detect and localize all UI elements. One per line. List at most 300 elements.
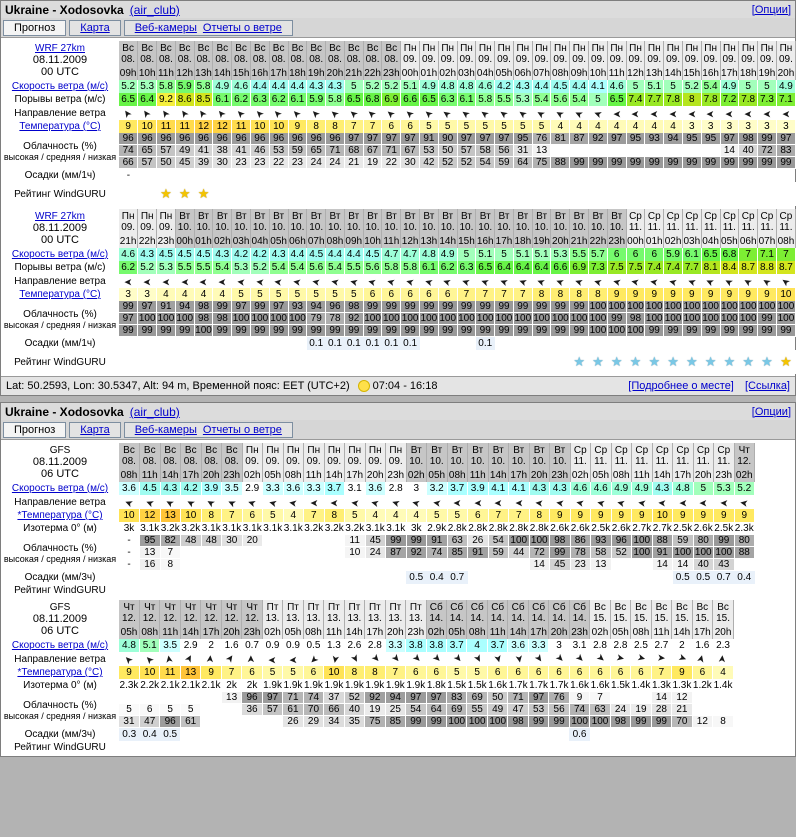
tab-карта[interactable]: Карта	[80, 424, 110, 436]
options-link[interactable]: [Опции]	[751, 405, 791, 418]
dir-label-text: Направление ветра	[14, 107, 106, 119]
cloud-mid-value: 71	[326, 145, 344, 156]
cloud-mid-value: 54	[406, 704, 425, 715]
cloud-cell	[591, 535, 612, 571]
cloud-cell	[487, 692, 507, 728]
hour-header-cell: 19h	[758, 68, 776, 79]
tab-карта[interactable]: Карта	[80, 22, 110, 34]
wind-gust-cell: 5.5	[344, 261, 363, 274]
cloud-mid-value: 5	[119, 704, 139, 715]
rating-cell	[382, 182, 401, 206]
forecast-panel-bottom	[0, 402, 796, 757]
model-run-utc: 00 UTC	[41, 234, 79, 246]
wind-gust-cell: 6.3	[457, 261, 476, 274]
day-header-cell: Сб 14.	[487, 600, 507, 626]
hour-header-cell: 03h	[458, 68, 475, 79]
day-header-cell: Сб 14.	[549, 600, 569, 626]
wind-row-link[interactable]: Скорость ветра (м/с)	[11, 81, 109, 92]
wind-direction-arrow-icon: ➤	[743, 108, 753, 119]
precipitation-cell	[528, 728, 548, 741]
hour-header-cell: 00h	[401, 68, 419, 79]
wind-direction-arrow-icon: ➤	[553, 106, 567, 120]
isotherm-cell: 2.3k	[119, 680, 139, 691]
cloud-mid-value: 67	[364, 145, 382, 156]
precip-label	[1, 337, 119, 350]
cloud-high-value: 96	[612, 535, 632, 546]
temperature-cell: 8	[570, 288, 589, 301]
temperature-cell: 9	[288, 120, 307, 133]
wind-gust-cell: 8.7	[739, 261, 758, 274]
temperature-cell: 5	[307, 288, 326, 301]
wind-speed-cell: 4.4	[250, 80, 269, 93]
cloud-mid-value	[645, 145, 663, 156]
precipitation-cell	[645, 169, 664, 182]
hour-header-cell: 20h	[326, 68, 344, 79]
rating-star-icon: ★	[742, 354, 754, 369]
temperature-cell: 9	[739, 288, 758, 301]
wind-direction-arrow-icon: ➤	[636, 496, 647, 509]
day-header-cell: Ср 11.	[611, 443, 632, 469]
cloud-high-value	[611, 692, 630, 703]
hour-header-cell: 16h	[476, 236, 494, 247]
wind-speed-cell: 4.8	[457, 80, 476, 93]
cloud-high-value: 97	[529, 692, 548, 703]
day-header-cell: Пн 09.	[720, 41, 739, 67]
tab-веб-камеры[interactable]: Веб-камеры	[134, 424, 197, 436]
tab-прогноз[interactable]: Прогноз	[14, 22, 56, 34]
isotherm-cell: 2.6k	[570, 523, 590, 534]
rating-cell	[288, 182, 307, 206]
day-header-cell: Ср 11.	[664, 209, 683, 235]
model-name: GFS	[49, 602, 71, 613]
cloud-high-value: 100	[702, 301, 719, 312]
rating-cell	[739, 182, 758, 206]
wind-direction-arrow-icon: ➤	[184, 495, 197, 509]
temperature-cell: 3	[682, 120, 701, 133]
precipitation-cell: 0.4	[427, 571, 448, 584]
wind-gust-cell: 7.7	[682, 261, 701, 274]
wind-direction-arrow-icon: ➤	[760, 274, 774, 288]
cloud-low-value: 99	[382, 325, 400, 336]
temperature-cell: 7	[457, 288, 476, 301]
cloud-low-value: 31	[119, 716, 139, 727]
cloud-high-value: 100	[530, 535, 548, 546]
rating-cell	[468, 584, 489, 597]
cloud-low-value	[263, 559, 283, 570]
wind-direction-cell	[385, 652, 405, 666]
cloud-cell	[221, 692, 241, 728]
rating-cell	[365, 584, 386, 597]
cloud-low-value: 99	[232, 325, 250, 336]
precipitation-cell	[288, 337, 307, 350]
cloud-low-value: 99	[439, 325, 457, 336]
wind-gust-cell: 5.3	[157, 261, 176, 274]
hour-header-cell: 06h	[289, 236, 306, 247]
rating-cell	[363, 350, 382, 374]
wind-direction-cell	[401, 106, 420, 120]
wind-speed-cell: 4.6	[476, 80, 495, 93]
temperature-cell: 9	[591, 509, 612, 522]
model-name[interactable]: WRF 27km	[35, 211, 85, 222]
wind-row-link[interactable]: Скорость ветра (м/с)	[11, 483, 109, 494]
forecast-table	[1, 41, 796, 206]
wind-speed-cell: 4.4	[288, 80, 307, 93]
cloud-low-value: 99	[758, 325, 776, 336]
cloud-low-value: 24	[326, 157, 344, 168]
wind-gust-cell: 7.8	[664, 93, 683, 106]
dir-label	[1, 652, 119, 666]
wind-direction-arrow-icon: ➤	[365, 106, 379, 120]
precipitation-cell: 0.4	[734, 571, 755, 584]
temp-row-link[interactable]: Температура (°C)	[19, 121, 101, 132]
wind-direction-arrow-icon: ➤	[554, 496, 565, 509]
wind-speed-cell: 2.9	[180, 639, 200, 652]
cloud-cell	[532, 301, 551, 337]
day-header-cell: Вс 15.	[713, 600, 734, 626]
tab-веб-камеры[interactable]: Веб-камеры	[134, 22, 197, 34]
cloud-mid-value: 58	[591, 547, 611, 558]
wind-row-link[interactable]: Скорость ветра (м/с)	[11, 249, 109, 260]
cloud-mid-value: 100	[552, 313, 569, 324]
wind-direction-arrow-icon: ➤	[497, 106, 511, 120]
wind-direction-arrow-icon: ➤	[491, 653, 505, 665]
cloud-high-value	[325, 535, 345, 546]
temperature-cell: 7	[304, 509, 325, 522]
cloud-high-value: 100	[645, 301, 663, 312]
hour-header-cell: 18h	[514, 236, 532, 247]
options-link[interactable]: [Опции]	[751, 3, 791, 16]
cloud-high-value: 20	[243, 535, 263, 546]
wind-gust-cell: 7.4	[664, 261, 683, 274]
wind-direction-cell	[591, 495, 612, 509]
tab-отчеты-о-ветре[interactable]: Отчеты о ветре	[202, 22, 282, 34]
wind-direction-cell	[488, 495, 509, 509]
location-info-bar	[1, 376, 795, 395]
share-link[interactable]: [Ссылка]	[744, 380, 790, 392]
cloud-cell	[175, 301, 194, 337]
wind-speed-cell: 6.1	[682, 248, 701, 261]
day-header-cell: Вт 10.	[427, 443, 448, 469]
cloud-high-value: 99	[407, 535, 427, 546]
cloud-high-value: 98	[345, 301, 363, 312]
temperature-cell: 5	[427, 509, 448, 522]
temperature-cell: 9	[119, 666, 139, 679]
hour-header-cell: 23h	[157, 236, 175, 247]
precipitation-cell	[242, 571, 263, 584]
temp-row-link[interactable]: Температура (°C)	[19, 289, 101, 300]
day-header-cell: Пн 09.	[532, 41, 551, 67]
rating-cell	[570, 350, 589, 374]
cloud-high-value: 98	[739, 133, 757, 144]
precipitation-cell	[304, 571, 325, 584]
isotherm-cell: 1.9k	[304, 680, 323, 691]
temperature-cell: 10	[652, 509, 673, 522]
day-header-cell: Вс 15.	[692, 600, 712, 626]
cloud-mid-value	[222, 704, 241, 715]
tab-отчеты-о-ветре[interactable]: Отчеты о ветре	[202, 424, 282, 436]
wind-speed-cell: 5.2	[734, 482, 755, 495]
wind-direction-cell	[611, 495, 632, 509]
precipitation-cell	[672, 728, 692, 741]
cloud-mid-value	[325, 547, 345, 558]
cloud-low-value: 99	[533, 325, 551, 336]
forecast-table	[1, 600, 734, 754]
cloud-mid-value	[608, 145, 626, 156]
isotherm-cell: 1.9k	[263, 680, 282, 691]
temperature-cell: 6	[569, 666, 589, 679]
cloud-cell	[652, 535, 673, 571]
hour-header-cell: 12h	[176, 68, 194, 79]
hour-header-cell: 00h	[176, 236, 194, 247]
day-header-cell: Вт 10.	[476, 209, 495, 235]
day-header-cell: Вт 10.	[307, 209, 326, 235]
day-header-cell: Ср 11.	[714, 443, 735, 469]
wind-direction-cell	[139, 652, 159, 666]
hour-header-cell: 04h	[251, 236, 269, 247]
place-details-link[interactable]: [Подробнее о месте]	[628, 380, 734, 392]
cloud-cell	[495, 301, 514, 337]
wind-direction-arrow-icon: ➤	[478, 106, 492, 120]
hour-header-cell: 02h	[664, 236, 682, 247]
cloud-mid-value: 100	[721, 313, 738, 324]
temperature-cell: 7	[222, 509, 243, 522]
day-header-cell: Пт 13.	[365, 600, 385, 626]
cloud-high-value: 94	[386, 692, 405, 703]
hour-header-cell: 04h	[702, 236, 719, 247]
wind-speed-cell: 3.1	[569, 639, 589, 652]
cloud-mid-value	[201, 704, 220, 715]
cloud-cell	[758, 133, 777, 169]
wind-gust-cell: 7.5	[607, 261, 626, 274]
temperature-cell: 8	[326, 120, 345, 133]
day-header-cell: Ср 11.	[673, 443, 694, 469]
temp-row-link[interactable]: *Температура (°C)	[17, 510, 103, 521]
temp-label	[1, 288, 119, 301]
wind-direction-cell	[457, 274, 476, 288]
day-header-cell: Пт 13.	[406, 600, 426, 626]
cloud-mid-value: 19	[365, 704, 384, 715]
spot-link[interactable]: (air_club)	[129, 404, 180, 419]
cloud-low-value: 99	[401, 325, 419, 336]
wind-direction-cell	[652, 495, 673, 509]
wind-speed-cell: 3	[549, 639, 569, 652]
wind-direction-cell	[720, 106, 739, 120]
cloud-low-value	[448, 559, 468, 570]
wind-direction-arrow-icon: ➤	[573, 274, 585, 288]
cloud-low-value	[284, 559, 304, 570]
cloud-low-value: 19	[364, 157, 382, 168]
precipitation-cell: 0.1	[326, 337, 345, 350]
cloud-cell	[304, 535, 325, 571]
cloud-low-value: 8	[161, 559, 181, 570]
hour-header-cell: 02h	[439, 68, 457, 79]
wind-speed-cell: 4.7	[401, 248, 420, 261]
wind-speed-cell: 4.3	[213, 248, 232, 261]
cloud-low-value: 99	[307, 325, 325, 336]
temperature-cell: 9	[664, 288, 683, 301]
hour-header-cell: 09h	[119, 68, 137, 79]
day-header-cell: Вс 08.	[307, 41, 326, 67]
cloud-cell	[645, 133, 664, 169]
cloud-high-value: 59	[673, 535, 693, 546]
temp-row-link[interactable]: *Температура (°C)	[17, 667, 103, 678]
cloud-mid-value: 69	[447, 704, 466, 715]
cloud-low-value: 43	[714, 559, 734, 570]
wind-gust-cell: 7.4	[626, 93, 645, 106]
precipitation-cell	[570, 337, 589, 350]
model-run-date: 08.11.2009	[32, 54, 88, 66]
cloud-mid-value: 59	[489, 547, 509, 558]
cloud-cell	[401, 133, 420, 169]
hour-header-cell: 05h	[270, 236, 287, 247]
wind-speed-cell: 3.1	[345, 482, 366, 495]
hour-header-cell: 22h	[589, 236, 607, 247]
day-header-row	[1, 41, 796, 67]
hour-header-cell: 17h	[495, 236, 513, 247]
day-header-cell: Вс 08.	[181, 443, 202, 469]
rating-cell	[119, 182, 138, 206]
spot-link[interactable]: (air_club)	[129, 2, 180, 17]
temperature-cell: 10	[250, 120, 269, 133]
temperature-cell: 6	[438, 288, 457, 301]
precipitation-cell: 0.3	[119, 728, 139, 741]
cloud-mid-value: 53	[529, 704, 548, 715]
rating-cell	[283, 741, 303, 754]
cloud-low-value: 23	[289, 157, 307, 168]
wind-direction-arrow-icon: ➤	[218, 276, 227, 287]
cloud-mid-value: 78	[326, 313, 344, 324]
cloud-mid-value: 38	[213, 145, 231, 156]
cloud-cell	[532, 133, 551, 169]
wind-direction-cell	[468, 495, 489, 509]
model-run-date: 08.11.2009	[32, 456, 88, 468]
wind-row-link[interactable]: Скорость ветра (м/с)	[11, 640, 109, 651]
tab-прогноз[interactable]: Прогноз	[14, 424, 56, 436]
cloud-low-value	[489, 559, 509, 570]
precipitation-cell	[426, 728, 446, 741]
cloud-mid-value: 49	[176, 145, 194, 156]
gust-row	[1, 93, 796, 106]
rating-cell	[344, 350, 363, 374]
precipitation-cell	[487, 728, 507, 741]
hour-header-cell: 15h	[232, 68, 250, 79]
rating-cell	[528, 741, 548, 754]
hour-header-cell: 05h	[284, 627, 302, 638]
day-header-cell: Пн 09.	[495, 41, 514, 67]
wind-direction-arrow-icon: ➤	[204, 495, 218, 509]
cloud-cell	[365, 692, 385, 728]
wind-gust-cell: 6.2	[269, 93, 288, 106]
isotherm-cell: 2.8k	[468, 523, 488, 534]
temperature-cell: 7	[495, 288, 514, 301]
isotherm-cell: 1.6k	[590, 680, 610, 691]
cloud-high-value: 11	[345, 535, 365, 546]
rating-star-icon: ★	[704, 354, 717, 369]
precipitation-cell	[513, 337, 532, 350]
cloud-cell	[549, 692, 569, 728]
wind-speed-cell: 3.5	[160, 639, 180, 652]
hour-header-cell: 11h	[304, 469, 325, 482]
rating-cell	[776, 182, 795, 206]
cloud-high-value: 83	[447, 692, 466, 703]
cloud-high-value: 71	[508, 692, 527, 703]
wind-direction-cell	[495, 274, 514, 288]
rating-star-icon: ★	[648, 354, 661, 369]
wind-speed-cell: 4.3	[138, 248, 157, 261]
cloud-low-value: 99	[570, 157, 588, 168]
precipitation-cell: -	[126, 170, 131, 181]
rating-cell	[304, 584, 325, 597]
rating-cell	[138, 182, 157, 206]
forecast-table	[1, 209, 796, 374]
cloud-mid-value: 79	[307, 313, 325, 324]
wind-speed-cell: 4.1	[589, 80, 608, 93]
cloud-high-value: 100	[758, 301, 776, 312]
cloud-cell	[382, 133, 401, 169]
precipitation-cell: 0.5	[673, 571, 694, 584]
cloud-low-value: 14	[530, 559, 550, 570]
precipitation-cell	[242, 728, 262, 741]
wind-gust-cell: 6.5	[476, 261, 495, 274]
cloud-mid-value: 65	[307, 145, 325, 156]
cloud-mid-value	[702, 145, 720, 156]
model-name[interactable]: WRF 27km	[35, 43, 85, 54]
isotherm-cell: 1.6k	[488, 680, 508, 691]
wind-direction-cell	[682, 106, 701, 120]
day-header-cell: Пн 09.	[263, 443, 284, 469]
cloud-low-value: 30	[213, 157, 231, 168]
dir-label	[1, 274, 119, 288]
rating-cell	[406, 741, 426, 754]
temperature-cell: 5	[288, 288, 307, 301]
cloud-high-value: 97	[364, 133, 382, 144]
temperature-cell: 6	[528, 666, 548, 679]
cloud-mid-value	[284, 547, 304, 558]
precipitation-cell	[610, 728, 630, 741]
cloud-low-value: 99	[119, 325, 137, 336]
cloud-mid-value: 100	[420, 313, 438, 324]
day-header-cell: Вс 08.	[232, 41, 251, 67]
temperature-cell: 7	[651, 666, 671, 679]
wind-speed-cell: 4.3	[160, 482, 181, 495]
cloud-low-value	[242, 716, 261, 727]
hour-header-cell: 01h	[420, 68, 438, 79]
rating-cell	[529, 584, 550, 597]
cloud-low-value: 99	[702, 157, 720, 168]
cloud-cell	[269, 133, 288, 169]
wind-direction-arrow-icon: ➤	[470, 652, 485, 666]
cloud-low-value: 100	[591, 716, 609, 727]
wind-direction-cell	[495, 106, 514, 120]
wind-direction-cell	[758, 106, 777, 120]
hour-header-cell: 08h	[612, 470, 630, 481]
dir-row	[1, 495, 755, 509]
wind-direction-cell	[213, 274, 232, 288]
rating-cell	[401, 350, 420, 374]
wind-gust-cell: 5.3	[232, 261, 251, 274]
temperature-cell: 5	[438, 120, 457, 133]
cloud-cell	[776, 133, 795, 169]
temperature-cell: 3	[758, 120, 777, 133]
day-header-cell: Вт 10.	[250, 209, 269, 235]
cloud-mid-value: 52	[612, 547, 632, 558]
wind-direction-cell	[288, 274, 307, 288]
precipitation-cell	[513, 169, 532, 182]
day-header-cell: Пт 13.	[283, 600, 303, 626]
cloud-low-value: 45	[176, 157, 194, 168]
tab-strip	[1, 420, 795, 440]
cloud-high-value: 96	[157, 133, 175, 144]
